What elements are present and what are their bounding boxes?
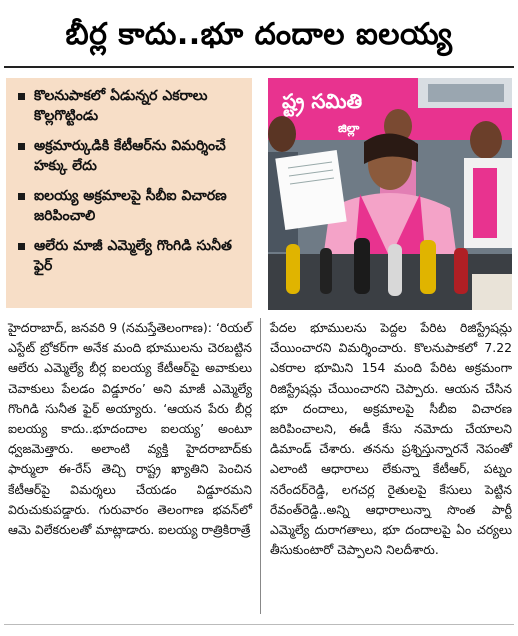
bullet-square-icon	[18, 243, 25, 250]
article-text-right: పేదల భూములను పెద్దల పేరిట రిజిస్ట్రేషన్లు చేయించారని విమర్శించారు. కొలనుపాకలో 7.22 ఎకరాల భూమిని 154 మంది పేరిట అక్రమంగా రిజిస్ట్రేషన్లు చేయించారని చెప్పారు. ఆయన చేసిన భూ దందాలు, అక్రమాలపై సీబీఐ విచారణ జరిపించాలని, ఈడీ కేసు నమోదు చేయాలని డిమాండ్ చేశారు. తనను ప్రశ్నిస్తున్నారనే నెపంతో ఎలాంటి ఆధారాలు లేకున్నా కేటీఆర్, పట్నం నరేందర్‌రెడ్డి, లగచర్ల రైతులపై కేసులు పెట్టిన రేవంత్‌రెడ్డి..అన్ని ఆధారాలున్నా సొంత పార్టీ ఎమ్మెల్యే దురాగతాలు, భూ దందాలపై ఏం చర్యలు తీసుకుంటారో చెప్పాలని నిలదీశారు.	[270, 320, 512, 558]
highlight-text: కొలనుపాకలో ఏడున్నర ఎకరాలు కొల్లగొట్టిండు	[34, 88, 208, 124]
highlight-item	[16, 186, 246, 226]
highlight-item	[16, 136, 246, 176]
highlight-item	[16, 86, 246, 126]
highlight-item	[16, 236, 246, 276]
headline-rule	[4, 66, 514, 68]
article-column-right	[270, 318, 512, 618]
column-divider	[260, 318, 261, 614]
headline: బీర్ల కాదు..భూ దందాల ఐలయ్య	[65, 17, 453, 52]
bullet-square-icon	[18, 93, 25, 100]
banner-text-2: జిల్లా	[338, 121, 360, 135]
highlight-text: ఐలయ్య అక్రమాలపై సీబీఐ విచారణ జరిపించాలి	[34, 188, 227, 224]
banner-text: ష్ట్ర సమితి	[282, 89, 363, 113]
highlight-text: ఆలేరు మాజీ ఎమ్మెల్యే గొంగిడి సునీత ఫైర్	[34, 238, 232, 274]
highlights-box	[6, 78, 252, 308]
bullet-square-icon	[18, 193, 25, 200]
highlight-text: అక్రమార్కుడికి కేటీఆర్‌ను విమర్శించే హక్కు లేదు	[34, 138, 226, 174]
article-text-left: హైదరాబాద్, జనవరి 9 (నమస్తేతెలంగాణ): ‘రియల్ ఎస్టేట్ బ్రోకర్‌గా అనేక మంది భూములను చెరబట్టిన ఆలేరు ఎమ్మెల్యే బీర్ల ఐలయ్య కేటీఆర్‌పై అవాకులు చెవాకులు పేలడం విడ్డూరం’ అని మాజీ ఎమ్మెల్యే గొంగిడి సునీత ఫైర్ అయ్యారు. ‘ఆయన పేరు బీర్ల ఐలయ్య కాదు..భూదందాల ఐలయ్య’ అంటూ ధ్వజమెత్తారు. అలాంటి వ్యక్తి హైదరాబాద్‌కు ఫార్ములా ఈ-రేస్ తెచ్చి రాష్ట్ర ఖ్యాతిని పెంచిన కేటీఆర్‌పై విమర్శలు చేయడం విడ్డూరమని విరుచుకుపడ్డారు. గురువారం తెలంగాణ భవన్‌లో ఆమె విలేకరులతో మాట్లాడారు. ఐలయ్య రాత్రికిరాత్రే	[8, 320, 252, 538]
article-column-left	[8, 318, 252, 618]
bottom-rule	[4, 624, 514, 625]
press-conference-photo	[268, 78, 512, 310]
bullet-square-icon	[18, 143, 25, 150]
